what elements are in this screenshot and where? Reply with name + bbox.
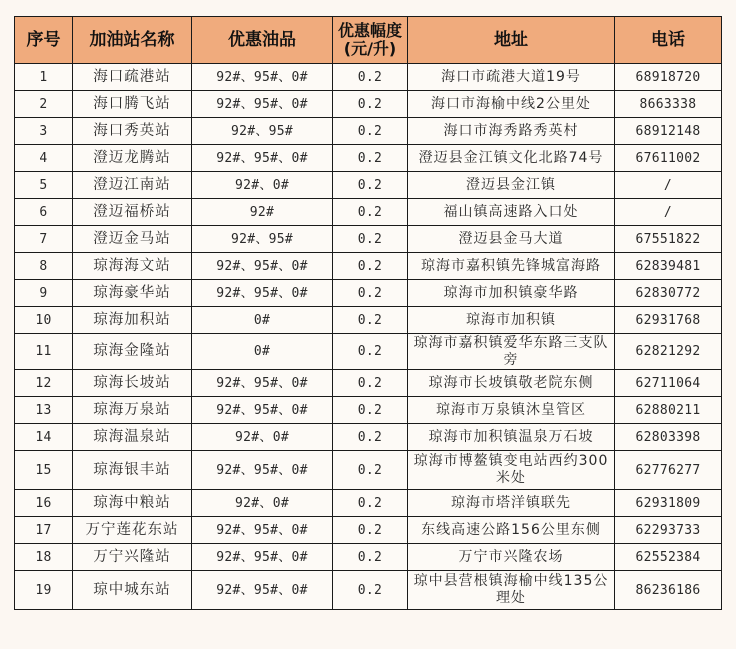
cell-index: 12 [15, 370, 73, 397]
cell-fuel-types: 92#、0# [192, 490, 333, 517]
cell-phone: 62839481 [615, 253, 722, 280]
cell-fuel-types: 92#、95#、0# [192, 397, 333, 424]
table-header-row [15, 17, 722, 64]
cell-fuel-types: 92#、95#、0# [192, 544, 333, 571]
cell-phone: 8663338 [615, 91, 722, 118]
cell-index: 13 [15, 397, 73, 424]
cell-phone: 62830772 [615, 280, 722, 307]
table-row [15, 517, 722, 544]
cell-fuel-types: 92#、95#、0# [192, 91, 333, 118]
cell-address: 万宁市兴隆农场 [408, 544, 615, 571]
cell-discount: 0.2 [333, 424, 408, 451]
header-discount-line2: (元/升) [343, 39, 397, 58]
cell-discount: 0.2 [333, 118, 408, 145]
cell-station-name: 澄迈龙腾站 [73, 145, 192, 172]
cell-station-name: 琼海加积站 [73, 307, 192, 334]
cell-discount: 0.2 [333, 397, 408, 424]
cell-index: 3 [15, 118, 73, 145]
header-index: 序号 [15, 17, 73, 64]
cell-station-name: 琼海银丰站 [73, 451, 192, 490]
gas-station-discount-table [14, 16, 722, 610]
cell-fuel-types: 92#、95#、0# [192, 145, 333, 172]
cell-index: 19 [15, 571, 73, 610]
cell-address: 琼海市万泉镇沐皇管区 [408, 397, 615, 424]
cell-station-name: 琼海海文站 [73, 253, 192, 280]
cell-phone: 62803398 [615, 424, 722, 451]
cell-address: 琼海市嘉积镇先锋城富海路 [408, 253, 615, 280]
header-discount [333, 17, 408, 64]
cell-discount: 0.2 [333, 451, 408, 490]
cell-address: 琼海市塔洋镇联先 [408, 490, 615, 517]
cell-address: 澄迈县金江镇 [408, 172, 615, 199]
table-row [15, 397, 722, 424]
cell-phone: 68918720 [615, 64, 722, 91]
cell-discount: 0.2 [333, 517, 408, 544]
cell-index: 7 [15, 226, 73, 253]
cell-address: 东线高速公路156公里东侧 [408, 517, 615, 544]
cell-index: 10 [15, 307, 73, 334]
cell-phone: 62931809 [615, 490, 722, 517]
cell-address: 澄迈县金江镇文化北路74号 [408, 145, 615, 172]
cell-phone: 62711064 [615, 370, 722, 397]
cell-fuel-types: 92#、95# [192, 118, 333, 145]
cell-address: 福山镇高速路入口处 [408, 199, 615, 226]
cell-phone: / [615, 172, 722, 199]
cell-discount: 0.2 [333, 226, 408, 253]
cell-address: 琼海市加积镇豪华路 [408, 280, 615, 307]
cell-address: 琼海市加积镇 [408, 307, 615, 334]
cell-station-name: 万宁兴隆站 [73, 544, 192, 571]
cell-index: 17 [15, 517, 73, 544]
cell-fuel-types: 92#、0# [192, 424, 333, 451]
cell-phone: 67551822 [615, 226, 722, 253]
cell-index: 14 [15, 424, 73, 451]
table-row [15, 226, 722, 253]
cell-index: 15 [15, 451, 73, 490]
table-row [15, 64, 722, 91]
cell-discount: 0.2 [333, 64, 408, 91]
table-row [15, 451, 722, 490]
cell-phone: 62931768 [615, 307, 722, 334]
table-row [15, 145, 722, 172]
cell-discount: 0.2 [333, 544, 408, 571]
cell-fuel-types: 0# [192, 307, 333, 334]
cell-fuel-types: 92#、95#、0# [192, 370, 333, 397]
cell-fuel-types: 0# [192, 334, 333, 370]
header-phone: 电话 [615, 17, 722, 64]
cell-index: 18 [15, 544, 73, 571]
cell-discount: 0.2 [333, 145, 408, 172]
cell-phone: 62776277 [615, 451, 722, 490]
cell-address: 澄迈县金马大道 [408, 226, 615, 253]
table-row [15, 571, 722, 610]
cell-discount: 0.2 [333, 490, 408, 517]
cell-index: 5 [15, 172, 73, 199]
table-row [15, 490, 722, 517]
header-discount-line1: 优惠幅度 [337, 21, 402, 40]
header-station-name: 加油站名称 [73, 17, 192, 64]
cell-station-name: 琼海万泉站 [73, 397, 192, 424]
cell-discount: 0.2 [333, 172, 408, 199]
cell-fuel-types: 92#、95#、0# [192, 517, 333, 544]
header-address: 地址 [408, 17, 615, 64]
cell-index: 4 [15, 145, 73, 172]
cell-address: 琼海市长坡镇敬老院东侧 [408, 370, 615, 397]
cell-station-name: 海口腾飞站 [73, 91, 192, 118]
cell-address: 琼海市加积镇温泉万石坡 [408, 424, 615, 451]
cell-index: 2 [15, 91, 73, 118]
header-fuel-types: 优惠油品 [192, 17, 333, 64]
cell-index: 16 [15, 490, 73, 517]
table-row [15, 91, 722, 118]
cell-station-name: 琼海长坡站 [73, 370, 192, 397]
cell-phone: / [615, 199, 722, 226]
cell-discount: 0.2 [333, 253, 408, 280]
cell-station-name: 澄迈福桥站 [73, 199, 192, 226]
cell-index: 8 [15, 253, 73, 280]
table-row [15, 334, 722, 370]
cell-station-name: 琼海金隆站 [73, 334, 192, 370]
cell-station-name: 海口秀英站 [73, 118, 192, 145]
table-row [15, 544, 722, 571]
cell-address: 琼中县营根镇海榆中线135公理处 [408, 571, 615, 610]
cell-phone: 62293733 [615, 517, 722, 544]
cell-fuel-types: 92# [192, 199, 333, 226]
cell-fuel-types: 92#、95#、0# [192, 451, 333, 490]
cell-address: 琼海市博鳌镇变电站西约300米处 [408, 451, 615, 490]
cell-phone: 62880211 [615, 397, 722, 424]
cell-discount: 0.2 [333, 280, 408, 307]
cell-phone: 62552384 [615, 544, 722, 571]
cell-phone: 86236186 [615, 571, 722, 610]
cell-discount: 0.2 [333, 91, 408, 118]
cell-station-name: 海口疏港站 [73, 64, 192, 91]
table-row [15, 253, 722, 280]
gas-station-discount-table-container [14, 16, 722, 610]
table-row [15, 199, 722, 226]
cell-phone: 62821292 [615, 334, 722, 370]
table-row [15, 370, 722, 397]
table-row [15, 424, 722, 451]
cell-discount: 0.2 [333, 334, 408, 370]
cell-fuel-types: 92#、95#、0# [192, 280, 333, 307]
cell-discount: 0.2 [333, 571, 408, 610]
cell-address: 海口市海榆中线2公里处 [408, 91, 615, 118]
cell-fuel-types: 92#、95#、0# [192, 571, 333, 610]
cell-station-name: 琼海中粮站 [73, 490, 192, 517]
table-row [15, 118, 722, 145]
cell-index: 9 [15, 280, 73, 307]
cell-fuel-types: 92#、0# [192, 172, 333, 199]
cell-station-name: 琼海豪华站 [73, 280, 192, 307]
table-row [15, 280, 722, 307]
cell-station-name: 万宁莲花东站 [73, 517, 192, 544]
cell-index: 6 [15, 199, 73, 226]
cell-phone: 68912148 [615, 118, 722, 145]
cell-discount: 0.2 [333, 307, 408, 334]
table-row [15, 172, 722, 199]
cell-address: 海口市海秀路秀英村 [408, 118, 615, 145]
cell-discount: 0.2 [333, 199, 408, 226]
cell-station-name: 澄迈金马站 [73, 226, 192, 253]
cell-fuel-types: 92#、95#、0# [192, 64, 333, 91]
cell-address: 琼海市嘉积镇爱华东路三支队旁 [408, 334, 615, 370]
cell-station-name: 澄迈江南站 [73, 172, 192, 199]
cell-fuel-types: 92#、95#、0# [192, 253, 333, 280]
cell-index: 1 [15, 64, 73, 91]
table-row [15, 307, 722, 334]
cell-station-name: 琼中城东站 [73, 571, 192, 610]
cell-phone: 67611002 [615, 145, 722, 172]
cell-index: 11 [15, 334, 73, 370]
cell-discount: 0.2 [333, 370, 408, 397]
cell-station-name: 琼海温泉站 [73, 424, 192, 451]
cell-fuel-types: 92#、95# [192, 226, 333, 253]
cell-address: 海口市疏港大道19号 [408, 64, 615, 91]
